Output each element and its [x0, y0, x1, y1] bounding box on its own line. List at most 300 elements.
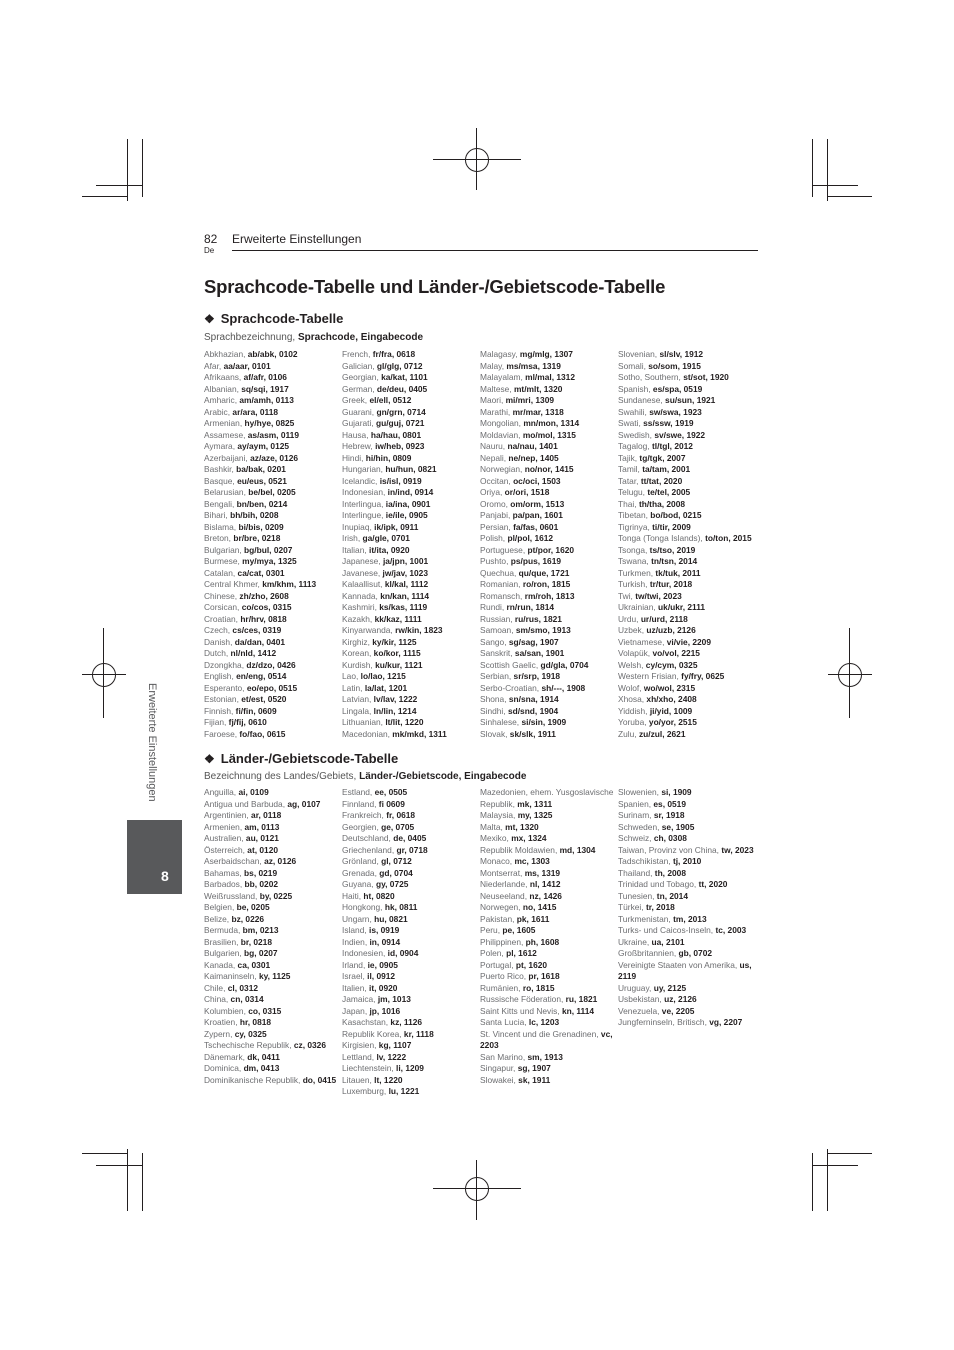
list-item — [618, 568, 755, 580]
item-code: fj/fij, 0610 — [228, 717, 267, 727]
item-code: ti/tir, 2009 — [652, 521, 691, 532]
list-item — [618, 948, 755, 960]
list-item — [204, 671, 341, 683]
item-name: Großbritannien, — [618, 948, 677, 958]
item-name: Malagasy, — [480, 349, 518, 359]
item-code: lc, 1203 — [528, 1017, 560, 1027]
running-head: Erweiterte Einstellungen — [232, 232, 362, 246]
item-code: en/eng, 0514 — [236, 671, 287, 681]
item-code: bo/bod, 0215 — [650, 510, 702, 520]
item-name: Tunesien, — [618, 890, 655, 901]
list-item — [204, 614, 341, 626]
item-name: Breton, — [204, 533, 232, 543]
item-code: pt/por, 1620 — [527, 544, 575, 555]
item-code: km/khm, 1113 — [262, 579, 317, 589]
item-name: Rundi, — [480, 602, 505, 612]
item-name: Luxemburg, — [342, 1086, 387, 1096]
item-code: do, 0415 — [302, 1074, 337, 1085]
item-name: Chile, — [204, 982, 226, 993]
item-code: tn/tsn, 2014 — [651, 556, 698, 566]
item-code: fi/fin, 0609 — [235, 705, 277, 716]
list-item — [342, 994, 479, 1006]
item-code: aa/aar, 0101 — [223, 360, 271, 371]
item-name: Turkmenistan, — [618, 913, 671, 924]
item-code: hi/hin, 0809 — [365, 452, 412, 463]
item-code: am, 0113 — [244, 821, 280, 832]
item-code: bz, 0226 — [231, 913, 265, 924]
list-item — [342, 1017, 479, 1029]
item-name: Samoan, — [480, 625, 514, 635]
list-item — [480, 533, 617, 545]
item-code: au, 0121 — [245, 833, 279, 843]
item-name: Inupiaq, — [342, 521, 372, 532]
list-item — [618, 810, 755, 822]
item-code: th/tha, 2008 — [638, 498, 686, 509]
item-code: rn/run, 1814 — [506, 602, 555, 612]
item-code: my, 1325 — [517, 810, 553, 820]
item-name: Surinam, — [618, 810, 652, 820]
list-item — [618, 868, 755, 880]
item-code: mc, 1303 — [514, 856, 550, 866]
list-item — [204, 845, 341, 857]
item-code: tk/tuk, 2011 — [655, 567, 701, 578]
chapter-tab — [127, 820, 182, 894]
item-code: gl, 0712 — [381, 856, 412, 866]
item-code: th, 2008 — [654, 867, 686, 878]
list-item — [480, 960, 617, 972]
list-item — [342, 637, 479, 649]
item-code: cy/cym, 0325 — [645, 659, 698, 670]
list-item — [204, 591, 341, 603]
list-item — [618, 683, 755, 695]
item-name: Interlingue, — [342, 510, 384, 520]
list-item — [342, 418, 479, 430]
list-item — [618, 510, 755, 522]
item-code: eo/epo, 0515 — [246, 682, 298, 693]
list-item — [480, 568, 617, 580]
item-code: lu, 1221 — [388, 1086, 420, 1096]
item-name: Hausa, — [342, 429, 369, 440]
item-name: Belgien, — [204, 902, 235, 912]
item-name: Jamaica, — [342, 994, 376, 1004]
item-name: Finnish, — [204, 705, 234, 716]
item-name: Icelandic, — [342, 475, 378, 486]
item-code: ru/rus, 1821 — [514, 613, 562, 624]
item-code: ar, 0118 — [251, 810, 282, 820]
list-item — [204, 361, 341, 373]
item-code: sg, 1907 — [517, 1063, 551, 1073]
item-name: Esperanto, — [204, 682, 245, 693]
item-code: in, 0914 — [369, 936, 401, 947]
item-name: Kasachstan, — [342, 1017, 389, 1027]
list-item — [480, 591, 617, 603]
item-code: tr/tur, 2018 — [649, 579, 693, 589]
list-item — [480, 948, 617, 960]
item-name: Bulgarian, — [204, 544, 242, 555]
item-code: tw/twi, 2023 — [635, 590, 682, 601]
item-code: lo/lao, 1215 — [360, 671, 406, 681]
item-name: Uzbek, — [618, 625, 645, 635]
item-name: Hungarian, — [342, 464, 383, 474]
list-item — [342, 706, 479, 718]
item-code: sh/---, 1908 — [541, 682, 586, 693]
list-item — [342, 1086, 479, 1098]
item-name: Bulgarien, — [204, 948, 242, 958]
item-name: Monaco, — [480, 856, 513, 866]
item-name: Haiti, — [342, 890, 362, 901]
item-code: ms/msa, 1319 — [506, 360, 561, 371]
item-name: Irish, — [342, 533, 361, 543]
item-code: se, 1905 — [661, 821, 695, 832]
item-code: no/nor, 1415 — [524, 464, 574, 474]
item-code: ag, 0107 — [287, 798, 321, 809]
list-item — [480, 545, 617, 557]
item-code: tt/tat, 2020 — [640, 475, 683, 486]
list-item — [204, 948, 341, 960]
list-item — [618, 441, 755, 453]
item-name: Fijian, — [204, 717, 227, 727]
list-item — [480, 902, 617, 914]
language-section-heading: ❖ Sprachcode-Tabelle — [204, 311, 344, 326]
item-code: gu/guj, 0721 — [375, 418, 425, 428]
item-name: Wolof, — [618, 682, 642, 693]
list-item — [480, 994, 617, 1006]
list-item — [204, 487, 341, 499]
list-item — [342, 545, 479, 557]
list-item — [342, 810, 479, 822]
list-item — [618, 994, 755, 1006]
item-name: Estonian, — [204, 694, 239, 704]
item-name: Kannada, — [342, 590, 378, 601]
item-code: ro, 1815 — [522, 982, 555, 993]
item-code: ka/kat, 1101 — [381, 372, 428, 382]
item-code: ss/ssw, 1919 — [643, 418, 694, 428]
item-code: ca/cat, 0301 — [237, 567, 285, 578]
country-column-3 — [480, 787, 617, 1086]
item-code: bi/bis, 0209 — [238, 521, 284, 532]
item-code: bs, 0219 — [244, 867, 278, 878]
item-name: Schweden, — [618, 821, 660, 832]
list-item — [618, 925, 755, 937]
list-item — [204, 579, 341, 591]
item-code: mi/mri, 1309 — [505, 395, 555, 405]
item-name: Dominica, — [204, 1063, 242, 1073]
language-column-4 — [618, 349, 755, 740]
list-item — [342, 1029, 479, 1041]
list-item — [618, 729, 755, 741]
item-code: mt/mlt, 1320 — [513, 383, 563, 394]
item-code: ik/ipk, 0911 — [374, 521, 419, 532]
list-item — [480, 499, 617, 511]
page-number: 82 — [204, 232, 218, 246]
list-item — [342, 372, 479, 384]
item-name: Ukrainian, — [618, 602, 656, 612]
list-item — [480, 891, 617, 903]
item-name: Tsonga, — [618, 544, 648, 555]
list-item — [618, 717, 755, 729]
item-name: Dominikanische Republik, — [204, 1074, 301, 1085]
item-name: Russian, — [480, 613, 513, 624]
country-column-2 — [342, 787, 479, 1098]
list-item — [480, 983, 617, 995]
list-item — [204, 568, 341, 580]
list-item — [618, 361, 755, 373]
item-name: Thai, — [618, 498, 637, 509]
list-item — [480, 1006, 617, 1018]
item-code: si, 1909 — [661, 787, 692, 797]
item-code: ml/mal, 1312 — [525, 372, 575, 382]
list-item — [618, 637, 755, 649]
list-item — [480, 407, 617, 419]
item-name: Yiddish, — [618, 705, 648, 716]
country-column-4 — [618, 787, 755, 1029]
item-name: Tswana, — [618, 556, 649, 566]
item-code: gy, 0725 — [376, 879, 409, 889]
list-item — [342, 983, 479, 995]
item-name: Portuguese, — [480, 544, 526, 555]
item-code: ca, 0301 — [237, 959, 271, 970]
list-item — [618, 476, 755, 488]
item-name: Dzongkha, — [204, 659, 245, 670]
item-name: Kirghiz, — [342, 636, 370, 647]
item-code: in/ind, 0914 — [387, 487, 434, 497]
item-code: uz/uzb, 2126 — [646, 625, 696, 635]
item-code: yo/yor, 2515 — [648, 717, 697, 727]
list-item — [204, 648, 341, 660]
item-code: tg/tgk, 2007 — [639, 452, 686, 463]
item-name: Malay, — [480, 360, 505, 371]
item-code: gd, 0704 — [379, 867, 413, 878]
list-item — [204, 660, 341, 672]
item-code: hr/hrv, 0818 — [240, 613, 287, 624]
item-code: fr/fra, 0618 — [372, 349, 416, 359]
list-item — [342, 694, 479, 706]
list-item — [204, 556, 341, 568]
item-code: ro/ron, 1815 — [522, 579, 571, 589]
item-name: Frankreich, — [342, 810, 384, 820]
item-code: sr, 1918 — [653, 810, 685, 820]
list-item — [480, 845, 617, 857]
item-code: ge, 0705 — [381, 821, 415, 832]
item-code: mg/mlg, 1307 — [519, 349, 573, 359]
item-name: Quechua, — [480, 567, 517, 578]
list-item — [618, 799, 755, 811]
list-item — [204, 925, 341, 937]
item-code: ji/yid, 1009 — [649, 705, 693, 716]
item-code: it, 0920 — [369, 982, 398, 993]
list-item — [342, 395, 479, 407]
item-code: by, 0225 — [259, 890, 293, 901]
item-code: vc, 2203 — [480, 1028, 613, 1050]
item-code: vg, 2207 — [709, 1017, 743, 1027]
item-name: Nauru, — [480, 441, 506, 451]
item-name: Tatar, — [618, 475, 639, 486]
item-code: az, 0126 — [264, 856, 297, 866]
list-item — [204, 971, 341, 983]
item-code: bm, 0213 — [242, 925, 279, 935]
list-item — [204, 625, 341, 637]
item-code: ms, 1319 — [524, 867, 561, 878]
language-section-subtitle: Sprachbezeichnung, Sprachcode, Eingabecode — [204, 332, 424, 343]
list-item — [204, 706, 341, 718]
item-name: Weißrussland, — [204, 890, 258, 901]
item-name: San Marino, — [480, 1051, 526, 1062]
item-code: co, 0315 — [248, 1005, 282, 1016]
list-item — [480, 1075, 617, 1087]
item-name: Zulu, — [618, 728, 637, 739]
list-item — [618, 879, 755, 891]
item-name: Litauen, — [342, 1074, 372, 1085]
item-name: French, — [342, 349, 371, 359]
list-item — [342, 902, 479, 914]
country-section-subtitle: Bezeichnung des Landes/Gebiets, Länder-/Gebietscode, Eingabecode — [204, 771, 527, 782]
item-name: English, — [204, 671, 234, 681]
list-item — [618, 591, 755, 603]
item-name: Spanien, — [618, 798, 652, 809]
list-item — [204, 729, 341, 741]
item-code: uy, 2125 — [653, 982, 687, 993]
item-name: Pushto, — [480, 556, 509, 566]
item-code: ar/ara, 0118 — [232, 406, 279, 417]
list-item — [480, 395, 617, 407]
item-code: vo/vol, 2215 — [652, 648, 700, 658]
item-name: Usbekistan, — [618, 994, 662, 1004]
item-code: hr, 0818 — [239, 1017, 272, 1027]
list-item — [618, 660, 755, 672]
list-item — [480, 925, 617, 937]
list-item — [618, 833, 755, 845]
item-code: sk/slk, 1911 — [509, 728, 556, 739]
list-item — [618, 822, 755, 834]
list-item — [618, 418, 755, 430]
item-name: Panjabi, — [480, 510, 511, 520]
item-name: Slowenien, — [618, 787, 659, 797]
item-name: Zypern, — [204, 1028, 233, 1039]
item-code: om/orm, 1513 — [510, 498, 565, 509]
item-code: li, 1209 — [396, 1063, 424, 1073]
item-name: Türkei, — [618, 902, 644, 912]
list-item — [342, 1040, 479, 1052]
item-name: Bihari, — [204, 510, 228, 520]
list-item — [618, 349, 755, 361]
item-code: sv/swe, 1922 — [654, 429, 706, 440]
item-name: Kanada, — [204, 959, 236, 970]
list-item — [342, 729, 479, 741]
item-name: Kashmiri, — [342, 602, 377, 612]
item-name: Serbo-Croatian, — [480, 682, 540, 693]
item-code: iw/heb, 0923 — [375, 441, 425, 451]
item-name: Kurdish, — [342, 659, 373, 670]
item-name: Rumänien, — [480, 982, 521, 993]
list-item — [204, 983, 341, 995]
list-item — [204, 430, 341, 442]
item-name: Singapur, — [480, 1063, 516, 1073]
item-name: Azerbaijani, — [204, 452, 248, 463]
item-code: mt, 1320 — [505, 821, 539, 832]
item-name: Interlingua, — [342, 498, 384, 509]
list-item — [342, 971, 479, 983]
item-name: Urdu, — [618, 613, 639, 624]
item-name: Turkish, — [618, 579, 648, 589]
item-code: ch, 0308 — [653, 833, 687, 843]
item-name: Korean, — [342, 648, 372, 658]
list-item — [480, 660, 617, 672]
item-name: Moldavian, — [480, 429, 521, 440]
item-code: de, 0405 — [393, 833, 427, 843]
chapter-number: 8 — [161, 868, 169, 884]
item-name: Bahamas, — [204, 867, 242, 878]
item-code: rw/kin, 1823 — [395, 625, 443, 635]
item-code: ha/hau, 0801 — [370, 429, 422, 440]
item-code: is, 0919 — [369, 925, 400, 935]
list-item — [204, 799, 341, 811]
list-item — [618, 499, 755, 511]
item-code: zh/zho, 2608 — [239, 590, 289, 601]
item-name: Hebrew, — [342, 441, 373, 451]
item-name: Amharic, — [204, 395, 238, 405]
item-code: co/cos, 0315 — [241, 602, 292, 612]
item-code: bh/bih, 0208 — [230, 510, 279, 520]
item-code: bg/bul, 0207 — [244, 544, 293, 555]
item-name: Norwegian, — [480, 464, 523, 474]
item-name: Polen, — [480, 948, 504, 958]
item-name: Tibetan, — [618, 510, 648, 520]
item-name: Serbian, — [480, 671, 512, 681]
list-item — [618, 487, 755, 499]
item-code: pr, 1618 — [528, 971, 560, 981]
item-name: Chinese, — [204, 590, 238, 601]
item-name: Santa Lucia, — [480, 1017, 527, 1027]
list-item — [342, 1052, 479, 1064]
list-item — [342, 349, 479, 361]
item-code: mn/mon, 1314 — [523, 418, 580, 428]
item-name: Georgien, — [342, 821, 379, 832]
item-name: Afar, — [204, 360, 222, 371]
list-item — [204, 717, 341, 729]
list-item — [204, 384, 341, 396]
list-item — [480, 441, 617, 453]
item-code: is/isl, 0919 — [379, 475, 422, 486]
item-code: fr, 0618 — [386, 810, 416, 820]
item-code: xh/xho, 2408 — [646, 694, 697, 704]
item-code: sk, 1911 — [518, 1074, 551, 1085]
item-code: mo/mol, 1315 — [522, 429, 576, 440]
item-code: dm, 0413 — [243, 1063, 280, 1073]
list-item — [618, 614, 755, 626]
item-name: Irland, — [342, 959, 366, 970]
item-code: tj, 2010 — [672, 856, 702, 866]
item-name: Aserbaidschan, — [204, 856, 262, 866]
item-name: Galician, — [342, 360, 375, 371]
list-item — [342, 822, 479, 834]
item-code: nl, 1412 — [529, 879, 561, 889]
item-name: Corsican, — [204, 602, 240, 612]
item-code: wo/wol, 2315 — [643, 682, 696, 693]
list-item — [342, 430, 479, 442]
list-item — [342, 914, 479, 926]
item-name: Tadschikistan, — [618, 856, 671, 866]
list-item — [342, 868, 479, 880]
item-name: Deutschland, — [342, 833, 391, 843]
item-code: ba/bak, 0201 — [236, 464, 286, 474]
item-name: Venezuela, — [618, 1005, 660, 1016]
item-name: Turkmen, — [618, 567, 654, 578]
item-name: Kaimaninseln, — [204, 971, 257, 981]
list-item — [204, 1075, 341, 1087]
diamond-bullet-icon: ❖ — [204, 752, 215, 766]
list-item — [342, 671, 479, 683]
item-name: Hongkong, — [342, 902, 383, 912]
